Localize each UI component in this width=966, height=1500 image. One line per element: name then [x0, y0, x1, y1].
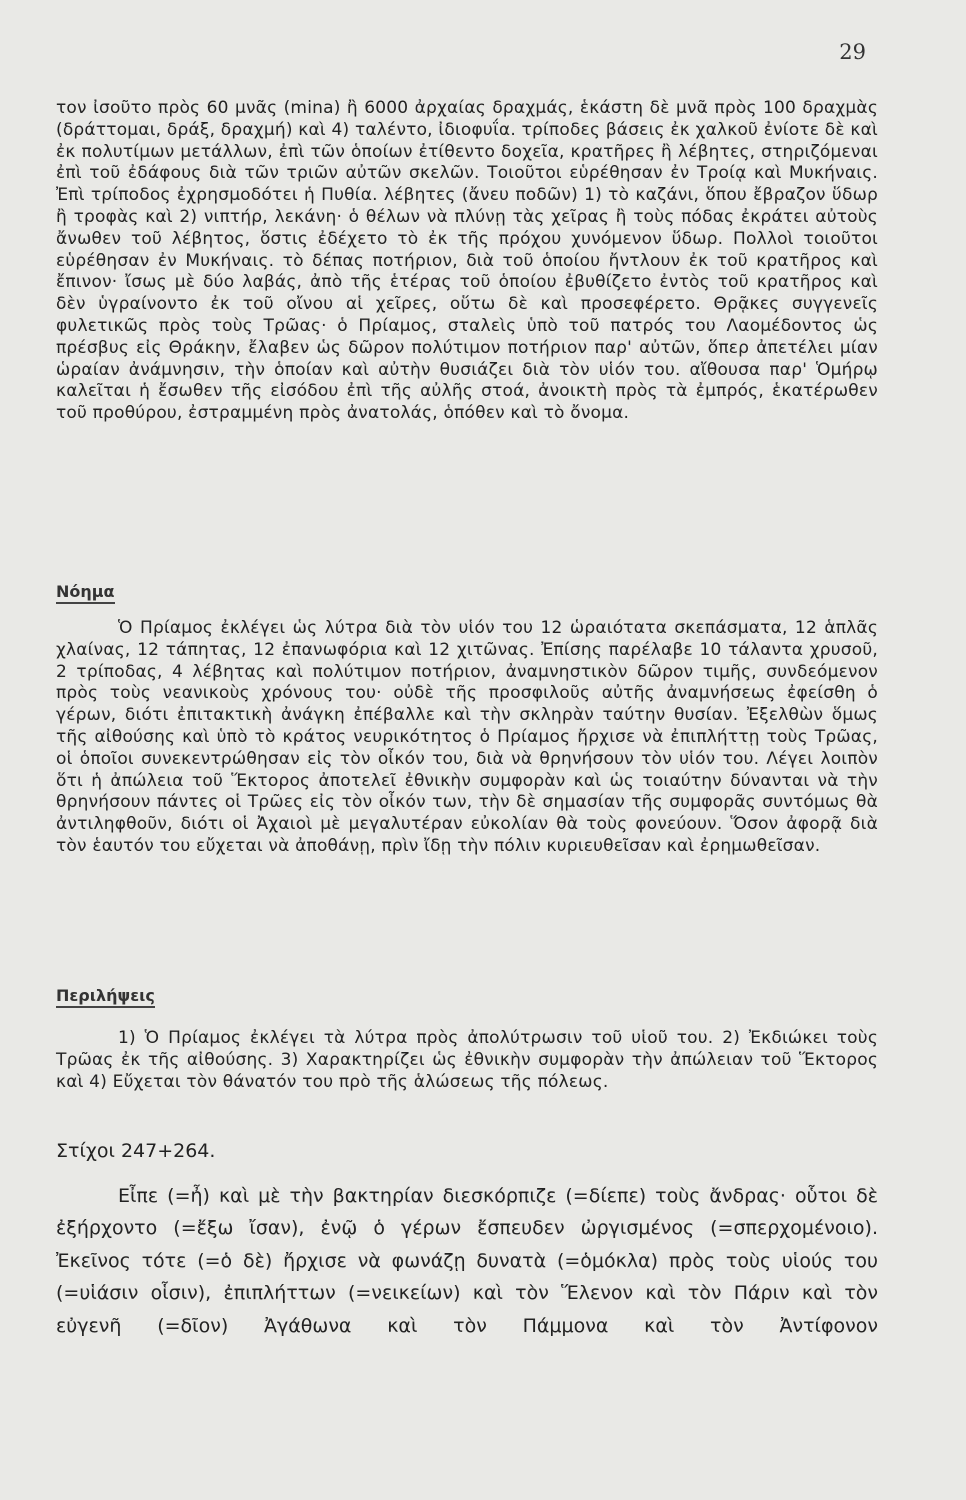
perilipseis-paragraph: 1) Ὁ Πρίαμος ἐκλέγει τὰ λύτρα πρὸς ἀπολύτρωσιν τοῦ υἱοῦ του. 2) Ἐκδιώκει τοὺς Τρῶας ἐκ τῆς αἰθούσης. 3) Χαρακτηρίζει ὡς ἐθνικὴν συμφορὰν τὴν ἀπώλειαν τοῦ Ἕκτορος καὶ 4) Εὔχεται τὸν θάνατόν του πρὸ τῆς ἁλώσεως τῆς πόλεως.	[56, 1028, 878, 1092]
commentary-paragraph: τον ἰσοῦτο πρὸς 60 μνᾶς (mina) ἢ 6000 ἀρχαίας δραχμάς, ἑκάστη δὲ μνᾶ πρὸς 100 δραχμὰς (δράττομαι, δράξ, δραχμή) καὶ 4) ταλέντο, ἰδιοφυΐα. τρίποδες βάσεις ἐκ χαλκοῦ ἐνίοτε δὲ καὶ ἐκ πολυτίμων μετάλλων, ἐπὶ τῶν ὁποίων ἐτίθεντο δοχεῖα, κρατῆρες ἢ λέβητες, στηριζόμεναι ἐπὶ τοῦ ἐδάφους διὰ τῶν τριῶν αὐτῶν σκελῶν. Τοιοῦτοι εὑρέθησαν ἐν Τροίᾳ καὶ Μυκήναις. Ἐπὶ τρίποδος ἐχρησμοδότει ἡ Πυθία. λέβητες (ἄνευ ποδῶν) 1) τὸ καζάνι, ὅπου ἔβραζον ὕδωρ ἢ τροφὰς καὶ 2) νιπτήρ, λεκάνη· ὁ θέλων νὰ πλύνῃ τὰς χεῖρας ἢ τοὺς πόδας ἐκράτει αὐτοὺς ἄνωθεν τοῦ λέβητος, ὅστις ἐδέχετο τὸ ἐκ τῆς πρόχου χυνόμενον ὕδωρ. Πολλοὶ τοιοῦτοι εὑρέθησαν ἐν Μυκήναις. τὸ δέπας ποτήριον, διὰ τοῦ ὁποίου ἤντλουν ἐκ τοῦ κρατῆρος καὶ ἔπινον· ἴσως μὲ δύο λαβάς, ἀπὸ τῆς ἑτέρας τοῦ ὁποίου ἐβυθίζετο ἐντὸς τοῦ κρατῆρος καὶ δὲν ὑγραίνοντο ἐκ τοῦ οἴνου αἱ χεῖρες, οὕτω δὲ καὶ προσεφέρετο. Θρᾷκες συγγενεῖς φυλετικῶς πρὸς τοὺς Τρῶας· ὁ Πρίαμος, σταλεὶς ὑπὸ τοῦ πατρός του Λαομέδοντος ὡς πρέσβυς εἰς Θράκην, ἔλαβεν ὡς δῶρον πολύτιμον ποτήριον παρ' αὐτῶν, ὅπερ ἀπετέλει μίαν ὡραίαν ἀνάμνησιν, τὴν ὁποίαν καὶ αὐτὴν θυσιάζει διὰ τὸν υἱόν του. αἴθουσα παρ' Ὁμήρῳ καλεῖται ἡ ἔσωθεν τῆς εἰσόδου ἐπὶ τῆς αὐλῆς στοά, ἀνοικτὴ πρὸς τὰ ἐμπρός, ἑκατέρωθεν τοῦ προθύρου, ἐστραμμένη πρὸς ἀνατολάς, ὁπόθεν καὶ τὸ ὄνομα.	[56, 98, 878, 424]
verses-reference: Στίχοι 247+264.	[56, 1140, 216, 1162]
noima-heading: Νόημα	[56, 582, 115, 604]
verses-block	[56, 1180, 878, 1342]
verses-paragraph: Εἶπε (=ἦ) καὶ μὲ τὴν βακτηρίαν διεσκόρπιζε (=δίεπε) τοὺς ἄνδρας· οὗτοι δὲ ἐξήρχοντο (=ἔξω ἴσαν), ἐνῷ ὁ γέρων ἔσπευδεν ὠργισμένος (=σπερχομένοιο). Ἐκεῖνος τότε (=ὁ δὲ) ἤρχισε νὰ φωνάζῃ δυνατὰ (=ὁμόκλα) πρὸς τοὺς υἱούς του (=υἱάσιν οἷσιν), ἐπιπλήττων (=νεικείων) καὶ τὸν Ἕλενον καὶ τὸν Πάριν καὶ τὸν εὐγενῆ (=δῖον) Ἀγάθωνα καὶ τὸν Πάμμονα καὶ τὸν Ἀντίφονον	[56, 1185, 878, 1337]
perilipseis-block	[56, 1028, 878, 1093]
noima-paragraph: Ὁ Πρίαμος ἐκλέγει ὡς λύτρα διὰ τὸν υἱόν του 12 ὡραιότατα σκεπάσματα, 12 ἁπλᾶς χλαίνας, 12 τάπητας, 12 ἐπανωφόρια καὶ 12 χιτῶνας. Ἐπίσης παρέλαβε 10 τάλαντα χρυσοῦ, 2 τρίποδας, 4 λέβητας καὶ πολύτιμον ποτήριον, ἀναμνηστικὸν δῶρον τιμῆς, συνδεόμενον πρὸς τοὺς νεανικοὺς χρόνους του· οὐδὲ τῆς προσφιλοῦς αὐτῆς ἀναμνήσεως ἐφείσθη ὁ γέρων, διότι ἐπιτακτικὴ ἀνάγκη ἐπέβαλλε καὶ τὴν σκληρὰν ταύτην θυσίαν. Ἐξελθὼν ὅμως τῆς αἰθούσης καὶ ὑπὸ τὸ κράτος νευρικότητος ὁ Πρίαμος ἤρχισε νὰ ἐπιπλήττῃ τοὺς Τρῶας, οἱ ὁποῖοι συνεκεντρώθησαν εἰς τὸν οἶκόν του, διὰ νὰ θρηνήσουν τὸν υἱόν του. Λέγει λοιπὸν ὅτι ἡ ἀπώλεια τοῦ Ἕκτορος ἀποτελεῖ ἐθνικὴν συμφορὰν καὶ ὡς τοιαύτην δύνανται νὰ τὴν θρηνήσουν πάντες οἱ Τρῶες εἰς τὸν οἶκόν των, τὴν δὲ σημασίαν τῆς συμφορᾶς συντόμως θὰ ἀντιληφθοῦν, διότι οἱ Ἀχαιοὶ μὲ μεγαλυτέραν εὐκολίαν θὰ τοὺς φονεύουν. Ὅσον ἀφορᾷ διὰ τὸν ἑαυτόν του εὔχεται νὰ ἀποθάνῃ, πρὶν ἴδῃ τὴν πόλιν κυριευθεῖσαν καὶ ἐρημωθεῖσαν.	[56, 618, 878, 856]
page-number: 29	[839, 40, 866, 64]
commentary-block	[56, 98, 878, 425]
noima-block	[56, 618, 878, 858]
perilipseis-heading: Περιλήψεις	[56, 986, 155, 1008]
